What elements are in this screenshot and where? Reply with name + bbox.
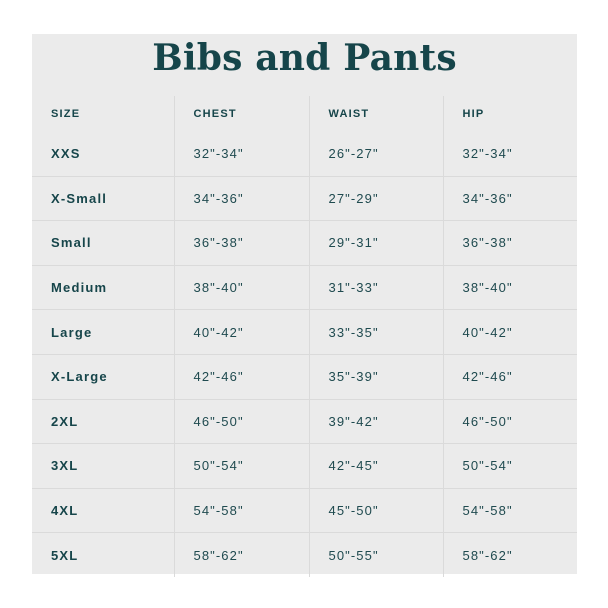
chest-cell: 38"-40" xyxy=(174,265,309,310)
table-row xyxy=(32,399,577,444)
table-row xyxy=(32,354,577,399)
table-row xyxy=(32,310,577,355)
header-size: SIZE xyxy=(51,108,81,120)
waist-cell: 35"-39" xyxy=(309,354,443,399)
table-row xyxy=(32,221,577,266)
size-cell: 2XL xyxy=(32,399,174,444)
waist-cell: 31"-33" xyxy=(309,265,443,310)
size-cell: 3XL xyxy=(32,444,174,489)
header-chest: CHEST xyxy=(174,96,309,132)
size-cell: Small xyxy=(32,221,174,266)
waist-cell: 27"-29" xyxy=(309,176,443,221)
table-row xyxy=(32,444,577,489)
hip-cell: 50"-54" xyxy=(443,444,577,489)
header-waist: WAIST xyxy=(309,96,443,132)
hip-cell: 46"-50" xyxy=(443,399,577,444)
chest-cell: 42"-46" xyxy=(174,354,309,399)
size-cell: XXS xyxy=(51,146,81,162)
hip-cell: 54"-58" xyxy=(443,488,577,533)
chest-cell: 58"-62" xyxy=(174,533,309,577)
waist-cell: 39"-42" xyxy=(309,399,443,444)
size-chart-title: Bibs and Pants xyxy=(152,37,457,79)
waist-cell: 45"-50" xyxy=(309,488,443,533)
waist-cell: 50"-55" xyxy=(309,533,443,577)
chest-cell: 54"-58" xyxy=(174,488,309,533)
size-cell: 5XL xyxy=(32,533,174,577)
hip-cell: 58"-62" xyxy=(443,533,577,577)
waist-cell: 26"-27" xyxy=(309,132,443,176)
waist-cell: 42"-45" xyxy=(309,444,443,489)
size-cell: X-Small xyxy=(32,176,174,221)
hip-cell: 38"-40" xyxy=(443,265,577,310)
hip-cell: 32"-34" xyxy=(443,132,577,176)
size-cell: Large xyxy=(32,310,174,355)
table-row xyxy=(32,176,577,221)
chest-cell: 40"-42" xyxy=(174,310,309,355)
table-row xyxy=(32,488,577,533)
chest-cell: 46"-50" xyxy=(174,399,309,444)
chest-cell: 36"-38" xyxy=(174,221,309,266)
size-cell: 4XL xyxy=(32,488,174,533)
size-chart-panel xyxy=(32,34,577,574)
size-chart-table xyxy=(32,96,577,577)
table-row xyxy=(32,265,577,310)
waist-cell: 29"-31" xyxy=(309,221,443,266)
hip-cell: 40"-42" xyxy=(443,310,577,355)
waist-cell: 33"-35" xyxy=(309,310,443,355)
size-cell: Medium xyxy=(32,265,174,310)
chest-cell: 32"-34" xyxy=(174,132,309,176)
hip-cell: 42"-46" xyxy=(443,354,577,399)
table-row xyxy=(32,533,577,577)
hip-cell: 36"-38" xyxy=(443,221,577,266)
table-header-row xyxy=(32,96,577,132)
hip-cell: 34"-36" xyxy=(443,176,577,221)
chest-cell: 34"-36" xyxy=(174,176,309,221)
chest-cell: 50"-54" xyxy=(174,444,309,489)
size-cell: X-Large xyxy=(32,354,174,399)
header-hip: HIP xyxy=(443,96,577,132)
table-row xyxy=(32,132,577,176)
